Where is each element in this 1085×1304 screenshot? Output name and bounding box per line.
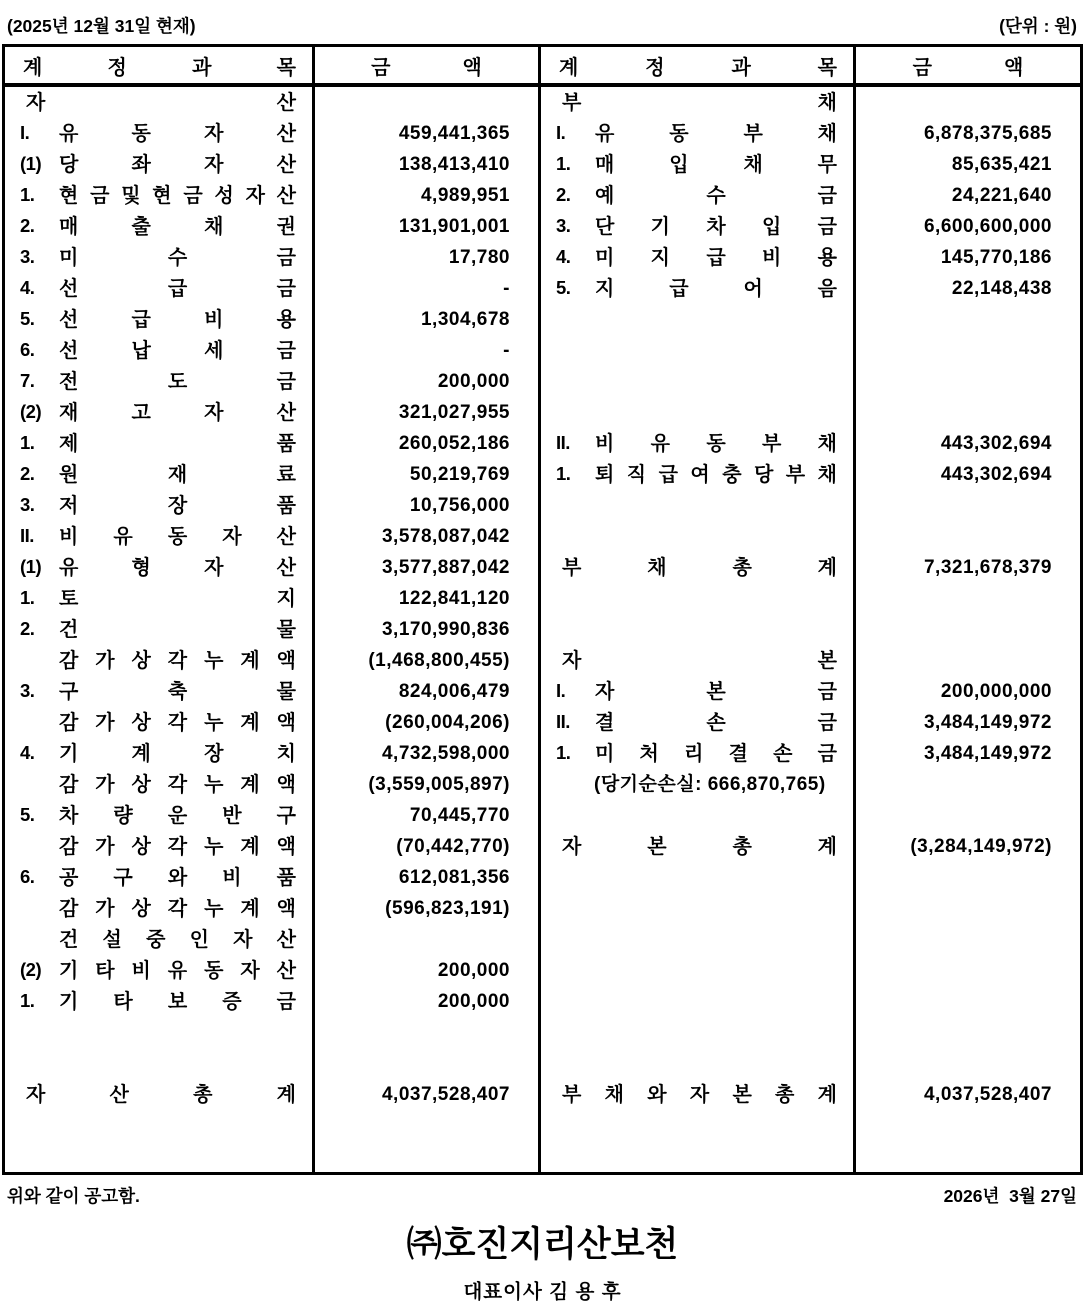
amount-cell [856, 986, 1080, 1017]
account-cell [5, 707, 315, 738]
account-cell [5, 1141, 315, 1172]
account-title-text: 제 품 [59, 432, 296, 455]
amount-cell: 200,000 [315, 366, 541, 397]
account-title-text: 감 가 상 각 누 계 액 [59, 649, 296, 672]
account-cell [5, 459, 315, 490]
account-cell [5, 1017, 315, 1048]
account-cell [541, 211, 856, 242]
amount-cell [856, 893, 1080, 924]
item-number: (1) [20, 556, 42, 578]
account-cell [5, 521, 315, 552]
amount-cell: 22,148,438 [951, 278, 1052, 299]
item-number: 3. [20, 494, 35, 516]
item-number: 5. [20, 804, 35, 826]
amount-cell: 3,577,887,042 [315, 552, 541, 583]
account-cell [541, 1017, 856, 1048]
account-cell [5, 242, 315, 273]
item-number: 7. [20, 370, 35, 392]
account-cell [541, 428, 856, 459]
amount-cell: 260,052,186 [315, 428, 541, 459]
item-number: 5. [20, 308, 35, 330]
account-cell [5, 738, 315, 769]
account-cell [5, 614, 315, 645]
account-title-text: 지 급 어 음 [595, 277, 837, 300]
amount-cell [856, 1017, 1080, 1048]
account-cell [541, 893, 856, 924]
balance-sheet-table [2, 44, 1083, 1175]
amount-cell: (596,823,191) [315, 893, 541, 924]
amount-cell: 122,841,120 [315, 583, 541, 614]
account-cell [5, 1048, 315, 1079]
account-cell [5, 676, 315, 707]
amount-cell: 443,302,694 [940, 433, 1052, 454]
amount-cell: 4,037,528,407 [923, 1084, 1052, 1105]
amount-cell: (1,468,800,455) [315, 645, 541, 676]
account-title-text: 공 구 와 비 품 [59, 866, 296, 889]
account-title-text: 선 납 세 금 [59, 339, 296, 362]
account-title-text: 예 수 금 [595, 184, 837, 207]
account-title-text: 전 도 금 [59, 370, 296, 393]
footer-bar [0, 1175, 1085, 1208]
account-cell [541, 273, 856, 304]
amount-cell [856, 490, 1080, 521]
amount-cell: 3,484,149,972 [923, 743, 1052, 764]
amount-cell [856, 304, 1080, 335]
announcement-note: 위와 같이 공고함. [7, 1186, 140, 1206]
account-cell [541, 676, 856, 707]
amount-cell: 4,989,951 [315, 180, 541, 211]
company-name: ㈜호진지리산보천 [406, 1225, 679, 1264]
account-title-text: 현 금 및 현 금 성 자 산 [59, 184, 296, 207]
amount-cell [856, 87, 1080, 118]
amount-cell [856, 583, 1080, 614]
item-number: 3. [20, 680, 35, 702]
amount-cell: 1,304,678 [315, 304, 541, 335]
account-cell [5, 862, 315, 893]
header-account-right: 계 정 과 목 [541, 47, 856, 87]
amount-cell: - [315, 273, 541, 304]
amount-cell: 200,000 [315, 955, 541, 986]
account-cell [5, 1110, 315, 1141]
amount-cell: (260,004,206) [315, 707, 541, 738]
amount-cell: 50,219,769 [315, 459, 541, 490]
item-number: 3. [20, 246, 35, 268]
amount-cell: 3,578,087,042 [315, 521, 541, 552]
amount-cell: 824,006,479 [315, 676, 541, 707]
account-title-text: 건 물 [59, 618, 296, 641]
amount-cell: 4,037,528,407 [315, 1079, 541, 1110]
account-cell [541, 924, 856, 955]
item-number: 2. [20, 618, 35, 640]
announcement-date: 2026년 3월 27일 [943, 1186, 1077, 1206]
amount-cell [856, 1141, 1080, 1172]
account-cell [541, 986, 856, 1017]
account-cell [5, 955, 315, 986]
item-number: 2. [556, 184, 571, 206]
account-title-text: 퇴 직 급 여 충 당 부 채 [595, 463, 837, 486]
section-label-cell [541, 645, 856, 676]
item-number: 1. [556, 742, 571, 764]
account-cell [541, 118, 856, 149]
amount-cell [856, 800, 1080, 831]
account-title-text: 비 유 동 자 산 [59, 525, 296, 548]
unit-label: (단위 : 원) [999, 16, 1077, 36]
account-title-text: 미 수 금 [59, 246, 296, 269]
item-number: 6. [20, 339, 35, 361]
account-title-text: 자 본 총 계 [562, 835, 837, 858]
account-cell [5, 118, 315, 149]
amount-cell [856, 366, 1080, 397]
amount-cell [856, 1048, 1080, 1079]
item-number: II. [20, 525, 34, 547]
item-number: 4. [20, 277, 35, 299]
amount-cell [856, 335, 1080, 366]
item-number: I. [556, 680, 566, 702]
account-cell [541, 862, 856, 893]
amount-cell: 6,878,375,685 [923, 123, 1052, 144]
account-cell [5, 211, 315, 242]
account-title-text: 감 가 상 각 누 계 액 [59, 773, 296, 796]
amount-cell: (70,442,770) [315, 831, 541, 862]
amount-cell: 6,600,600,000 [923, 216, 1052, 237]
account-title-text: 자 산 총 계 [26, 1083, 296, 1106]
item-number: 2. [20, 463, 35, 485]
account-cell [5, 335, 315, 366]
item-number: 1. [556, 463, 571, 485]
amount-cell: (3,559,005,897) [315, 769, 541, 800]
amount-cell [315, 1141, 541, 1172]
amount-cell: 145,770,186 [940, 247, 1052, 268]
account-cell [541, 1110, 856, 1141]
item-number: 3. [556, 215, 571, 237]
item-number: 4. [20, 742, 35, 764]
section-label-cell [541, 87, 856, 118]
account-title-text: 당 좌 자 산 [59, 153, 296, 176]
account-title-text: 자 본 금 [595, 680, 837, 703]
account-title-text: 매 출 채 권 [59, 215, 296, 238]
account-cell [541, 707, 856, 738]
account-cell [5, 490, 315, 521]
account-title-text: 재 고 자 산 [59, 401, 296, 424]
amount-cell: 7,321,678,379 [923, 557, 1052, 578]
amount-cell: 612,081,356 [315, 862, 541, 893]
item-number: II. [556, 711, 570, 733]
account-cell: (당기순손실: 666,870,765) [541, 769, 856, 800]
account-cell [5, 831, 315, 862]
account-cell [5, 893, 315, 924]
amount-cell: 70,445,770 [315, 800, 541, 831]
section-label-cell [5, 87, 315, 118]
header-amount-right: 금 액 [856, 47, 1080, 87]
amount-cell [856, 521, 1080, 552]
item-number: (1) [20, 153, 42, 175]
amount-cell [856, 645, 1080, 676]
account-title-text: 비 유 동 부 채 [595, 432, 837, 455]
item-number: 1. [556, 153, 571, 175]
amount-cell: 138,413,410 [315, 149, 541, 180]
account-cell [541, 955, 856, 986]
amount-cell [856, 397, 1080, 428]
account-cell [541, 521, 856, 552]
amount-cell: (3,284,149,972) [910, 836, 1052, 857]
item-number: 1. [20, 990, 35, 1012]
account-cell [541, 583, 856, 614]
account-title-text: 감 가 상 각 누 계 액 [59, 711, 296, 734]
account-cell [5, 583, 315, 614]
account-title-text: 토 지 [59, 587, 296, 610]
account-cell [5, 800, 315, 831]
account-title-text: 차 량 운 반 구 [59, 804, 296, 827]
header-amount-left: 금 액 [315, 47, 541, 87]
account-cell [541, 149, 856, 180]
amount-cell: 4,732,598,000 [315, 738, 541, 769]
header-account-left: 계 정 과 목 [5, 47, 315, 87]
item-number: 4. [556, 246, 571, 268]
account-title-text: 건 설 중 인 자 산 [59, 928, 296, 951]
as-of-date: (2025년 12월 31일 현재) [7, 16, 196, 36]
account-title-text: 자 본 [562, 649, 837, 672]
topbar [0, 0, 1085, 44]
amount-cell [856, 862, 1080, 893]
item-number: II. [556, 432, 570, 454]
amount-cell: 459,441,365 [315, 118, 541, 149]
account-title-text: 기 계 장 치 [59, 742, 296, 765]
ceo-name: 대표이사 김 용 후 [463, 1281, 622, 1303]
account-title-text: 기 타 비 유 동 자 산 [59, 959, 296, 982]
amount-cell [856, 924, 1080, 955]
amount-cell: - [315, 335, 541, 366]
item-number: (2) [20, 401, 42, 423]
account-cell [5, 273, 315, 304]
account-title-text: 유 형 자 산 [59, 556, 296, 579]
account-title-text: 유 동 자 산 [59, 122, 296, 145]
account-cell [541, 459, 856, 490]
item-number: 2. [20, 215, 35, 237]
account-cell [5, 366, 315, 397]
account-cell [5, 645, 315, 676]
item-number: 5. [556, 277, 571, 299]
account-title-text: 부 채 [562, 91, 837, 114]
amount-cell: 85,635,421 [951, 154, 1052, 175]
account-cell [541, 242, 856, 273]
amount-cell: 200,000,000 [940, 681, 1052, 702]
amount-cell [315, 1017, 541, 1048]
account-cell [541, 490, 856, 521]
amount-cell [856, 614, 1080, 645]
account-title-text: 매 입 채 무 [595, 153, 837, 176]
account-cell [541, 1048, 856, 1079]
account-cell [5, 428, 315, 459]
account-title-text: 단 기 차 입 금 [595, 215, 837, 238]
amount-cell: 3,170,990,836 [315, 614, 541, 645]
account-cell [5, 769, 315, 800]
account-cell [5, 924, 315, 955]
item-number: I. [556, 122, 566, 144]
item-number: 1. [20, 587, 35, 609]
amount-cell [315, 924, 541, 955]
amount-cell [856, 769, 1080, 800]
account-cell [541, 180, 856, 211]
item-number: 1. [20, 184, 35, 206]
account-title-text: 부 채 와 자 본 총 계 [562, 1083, 837, 1106]
amount-cell: 321,027,955 [315, 397, 541, 428]
account-title-text: 미 처 리 결 손 금 [595, 742, 837, 765]
amount-cell: 443,302,694 [940, 464, 1052, 485]
total-label-cell [5, 1079, 315, 1110]
account-title-text: 저 장 품 [59, 494, 296, 517]
amount-cell: 3,484,149,972 [923, 712, 1052, 733]
account-cell [541, 304, 856, 335]
account-title-text: 선 급 금 [59, 277, 296, 300]
account-cell [5, 304, 315, 335]
account-title-text: 자 산 [26, 91, 296, 114]
item-number: I. [20, 122, 30, 144]
account-title-text: 선 급 비 용 [59, 308, 296, 331]
item-number: 1. [20, 432, 35, 454]
amount-cell: 200,000 [315, 986, 541, 1017]
account-title-text: 감 가 상 각 누 계 액 [59, 897, 296, 920]
account-cell [5, 180, 315, 211]
account-title-text: 유 동 부 채 [595, 122, 837, 145]
account-cell [5, 986, 315, 1017]
account-title-text: 미 지 급 비 용 [595, 246, 837, 269]
account-title-text: 원 재 료 [59, 463, 296, 486]
item-number: 6. [20, 866, 35, 888]
account-cell [541, 397, 856, 428]
account-cell [541, 738, 856, 769]
amount-cell [856, 1110, 1080, 1141]
account-cell [541, 335, 856, 366]
amount-cell: 10,756,000 [315, 490, 541, 521]
amount-cell [315, 1110, 541, 1141]
account-cell [541, 366, 856, 397]
amount-cell [315, 1048, 541, 1079]
balance-grid [5, 47, 1080, 1172]
account-cell [5, 552, 315, 583]
item-number: (2) [20, 959, 42, 981]
account-title-text: 구 축 물 [59, 680, 296, 703]
total-label-cell [541, 552, 856, 583]
amount-cell: 131,901,001 [315, 211, 541, 242]
total-label-cell [541, 1079, 856, 1110]
account-cell [5, 397, 315, 428]
amount-cell: 17,780 [315, 242, 541, 273]
account-cell [5, 149, 315, 180]
account-title-text: 부 채 총 계 [562, 556, 837, 579]
account-title-text: 감 가 상 각 누 계 액 [59, 835, 296, 858]
total-label-cell [541, 831, 856, 862]
amount-cell: 24,221,640 [951, 185, 1052, 206]
account-cell [541, 1141, 856, 1172]
amount-cell [315, 87, 541, 118]
account-cell [541, 614, 856, 645]
amount-cell [856, 955, 1080, 986]
account-title-text: 기 타 보 증 금 [59, 990, 296, 1013]
account-title-text: 결 손 금 [595, 711, 837, 734]
account-cell [541, 800, 856, 831]
